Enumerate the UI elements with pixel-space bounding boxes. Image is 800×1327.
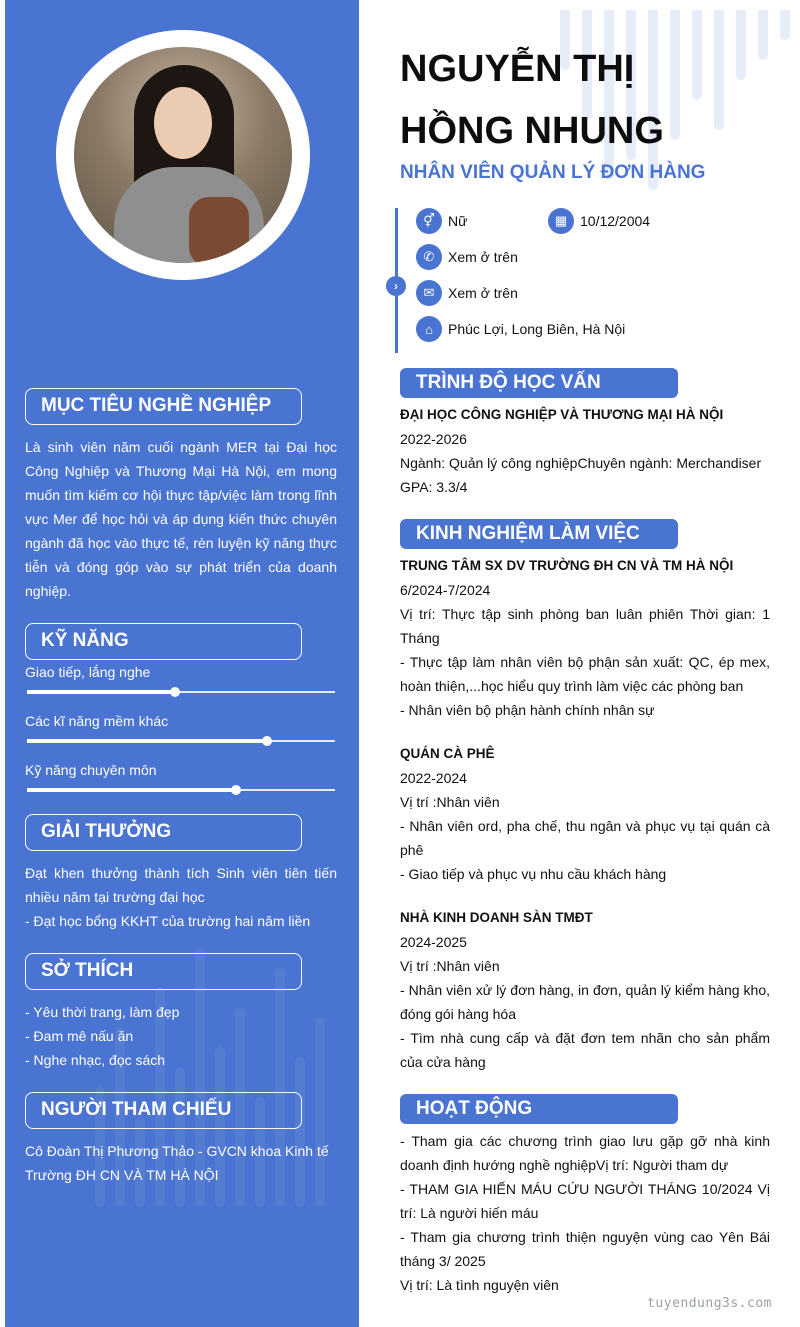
email-value: Xem ở trên <box>448 285 518 301</box>
job-details <box>400 578 770 722</box>
address-value: Phúc Lợi, Long Biên, Hà Nội <box>448 321 626 337</box>
job-detail: - Nhân viên ord, pha chế, thu ngân và phục vụ tại quán cà phê <box>400 818 770 858</box>
skills-heading: KỸ NĂNG <box>25 623 302 660</box>
avatar <box>74 47 292 263</box>
activity-line: - Tham gia chương trình thiện nguyện vùng cao Yên Bái tháng 3/ 2025 <box>400 1229 770 1269</box>
skill-bar <box>27 691 335 693</box>
job-company: TRUNG TÂM SX DV TRƯỜNG ĐH CN VÀ TM HÀ NỘI <box>400 558 734 573</box>
activity-line: Vị trí: Là tình nguyện viên <box>400 1277 559 1293</box>
skill-item <box>25 662 337 693</box>
career-objective-text: Là sinh viên năm cuối ngành MER tại Đại học Công Nghiệp và Thương Mại Hà Nội, em mong muốn tìm kiếm cơ hội thực tập/việc làm trong lĩnh vực Mer để học hỏi và áp dụng kiến thức chuyên ngành đã học vào thực tế, rèn luyện kỹ năng thực tiễn và đóng góp vào sự phát triển của doanh nghiệp. <box>25 439 337 599</box>
job-position: Vị trí: Thực tập sinh phòng ban luân phiên Thời gian: 1 Tháng <box>400 606 770 646</box>
candidate-name <box>400 38 790 162</box>
education-details <box>400 427 770 499</box>
activities-text <box>400 1129 770 1297</box>
job-detail: - Giao tiếp và phục vụ nhu cầu khách hàng <box>400 866 667 882</box>
job-position: Vị trí :Nhân viên <box>400 958 500 974</box>
chevron-right-icon: › <box>386 276 406 296</box>
job-period: 2022-2024 <box>400 770 467 786</box>
job-detail: - Thực tập làm nhân viên bộ phận sản xuất: QC, ép mex, hoàn thiện,...học hiểu quy trình làm việc các phòng ban <box>400 654 770 694</box>
hobby-item: - Yêu thời trang, làm đẹp <box>25 1004 180 1020</box>
skill-label: Kỹ năng chuyên môn <box>25 762 157 778</box>
phone-icon: ✆ <box>416 244 442 270</box>
skill-bar <box>27 740 335 742</box>
job-period: 2024-2025 <box>400 934 467 950</box>
job-detail: - Nhân viên xử lý đơn hàng, in đơn, quản lý kiểm hàng kho, đóng gói hàng hóa <box>400 982 770 1022</box>
email-info <box>416 279 518 307</box>
email-icon: ✉ <box>416 280 442 306</box>
name-line: HỒNG NHUNG <box>400 110 664 152</box>
job-title: NHÂN VIÊN QUẢN LÝ ĐƠN HÀNG <box>400 162 706 183</box>
award-line: - Đạt học bổng KKHT của trường hai năm liền <box>25 913 311 929</box>
birthday-value: 10/12/2004 <box>580 213 651 229</box>
hobbies-heading: SỞ THÍCH <box>25 953 302 990</box>
reference-line: Trường ĐH CN VÀ TM HÀ NỘI <box>25 1167 219 1183</box>
job-details <box>400 930 770 1074</box>
gender-info <box>416 207 467 235</box>
education-heading: TRÌNH ĐỘ HỌC VẤN <box>400 368 678 398</box>
education-major: Ngành: Quản lý công nghiệpChuyên ngành: Merchandiser <box>400 455 762 471</box>
career-objective-heading: MỤC TIÊU NGHỀ NGHIỆP <box>25 388 302 425</box>
reference-line: Cô Đoàn Thị Phương Thảo - GVCN khoa Kinh tế <box>25 1143 329 1159</box>
sidebar <box>5 0 359 1327</box>
education-gpa: GPA: 3.3/4 <box>400 479 468 495</box>
references-text <box>25 1139 337 1187</box>
gender-icon: ⚥ <box>416 208 442 234</box>
gender-value: Nữ <box>448 213 468 229</box>
skill-bar <box>27 789 335 791</box>
references-heading: NGƯỜI THAM CHIẾU <box>25 1092 302 1129</box>
job-detail: - Nhân viên bộ phận hành chính nhân sự <box>400 702 655 718</box>
education-years: 2022-2026 <box>400 431 467 447</box>
phone-value: Xem ở trên <box>448 249 518 265</box>
address-info <box>416 315 625 343</box>
job-period: 6/2024-7/2024 <box>400 582 491 598</box>
skill-label: Các kĩ năng mềm khác <box>25 713 169 729</box>
awards-heading: GIẢI THƯỞNG <box>25 814 302 851</box>
job-detail: - Tìm nhà cung cấp và đặt đơn tem nhãn cho sản phẩm của cửa hàng <box>400 1030 770 1070</box>
birthday-info <box>548 207 650 235</box>
experience-heading: KINH NGHIỆM LÀM VIỆC <box>400 519 678 549</box>
skill-bar-knob <box>231 785 241 795</box>
skill-item <box>25 711 337 742</box>
watermark: tuyendung3s.com <box>647 1296 772 1311</box>
hobby-item: - Nghe nhạc, đọc sách <box>25 1052 166 1068</box>
activity-line: - THAM GIA HIẾN MÁU CỨU NGƯỜI THÁNG 10/2024 Vị trí: Là người hiến máu <box>400 1181 770 1221</box>
job-company: NHÀ KINH DOANH SÀN TMĐT <box>400 910 593 925</box>
school-name: ĐẠI HỌC CÔNG NGHIỆP VÀ THƯƠNG MẠI HÀ NỘI <box>400 407 724 422</box>
job-position: Vị trí :Nhân viên <box>400 794 500 810</box>
hobby-item: - Đam mê nấu ăn <box>25 1028 134 1044</box>
award-line: Đạt khen thưởng thành tích Sinh viên tiên tiến nhiều năm tại trường đại học <box>25 865 337 905</box>
name-line: NGUYỄN THỊ <box>400 48 635 90</box>
job-company: QUÁN CÀ PHÊ <box>400 746 495 761</box>
skill-item <box>25 760 337 791</box>
phone-info <box>416 243 518 271</box>
avatar-frame <box>56 30 310 280</box>
skill-label: Giao tiếp, lắng nghe <box>25 664 151 680</box>
activity-line: - Tham gia các chương trình giao lưu gặp gỡ nhà kinh doanh định hướng nghề nghiệpVị trí: Người tham dự <box>400 1133 770 1173</box>
activities-heading: HOẠT ĐỘNG <box>400 1094 678 1124</box>
hobbies-list <box>25 1000 337 1072</box>
job-details <box>400 766 770 886</box>
skill-bar-knob <box>170 687 180 697</box>
home-icon: ⌂ <box>416 316 442 342</box>
awards-text <box>25 861 337 933</box>
calendar-icon: ▦ <box>548 208 574 234</box>
skill-bar-knob <box>262 736 272 746</box>
